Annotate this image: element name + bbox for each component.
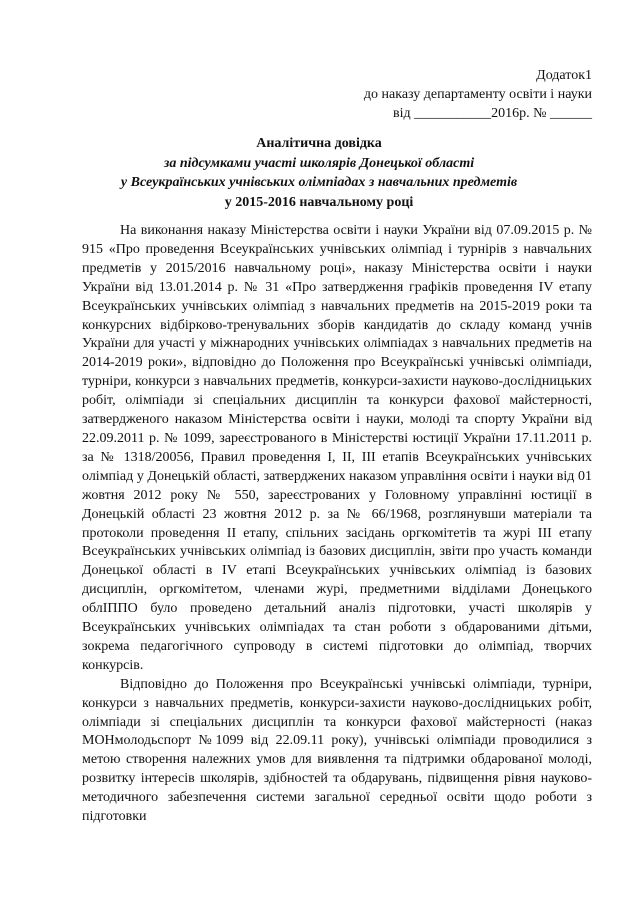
title-line-3: у Всеукраїнських учнівських олімпіадах з навчальних предметів: [120, 175, 518, 190]
title-line-4: у 2015-2016 навчальному році: [224, 194, 414, 210]
body-paragraph-1: На виконання наказу Міністерства освіти і науки України від 07.09.2015 р. № 915 «Про проведення Всеукраїнських учнівських олімпіад і турнірів з навчальних предметів у 2015/2016 навчальному році», наказу Міністерства освіти і науки України від 13.01.2014 р. № 31 «Про затвердження графіків проведення IV етапу Всеукраїнських учнівських олімпіад з навчальних предметів на 2015-2019 роки та конкурсних відбірково-тренувальних зборів кандидатів до складу команд учнів України для участі у міжнародних учнівських олімпіадах з навчальних предметів на 2014-2019 роки», відповідно до Положення про Всеукраїнські учнівські олімпіади, турніри, конкурси з навчальних предметів, конкурси-захисти науково-дослідницьких робіт, олімпіади зі спеціальних дисциплін та конкурси фахової майстерності, затвердженого наказом Міністерства освіти і науки, молоді та спорту України від 22.09.2011 р. № 1099, зареєстрованого в Міністерстві юстиції України 17.11.2011 р. за № 1318/20056, Правил проведення I, II, III етапів Всеукраїнських учнівських олімпіад у Донецькій області, затверджених наказом управління освіти і науки від 01 жовтня 2012 року № 550, зареєстрованих у Головному управлінні юстиції в Донецькій області 23 жовтня 2012 р. за № 66/1968, розглянувши матеріали та протоколи проведення II етапу, спільних засідань оргкомітетів та журі III етапу Всеукраїнських учнівських олімпіад із базових дисциплін, звіти про участь команди Донецької області в IV етапі Всеукраїнських учнівських олімпіад із базових дисциплін, оргкомітетом, членами журі, предметними відділами Донецького облІППО було проведено детальний аналіз підготовки, участі школярів у Всеукраїнських учнівських олімпіадах та стан роботи з обдарованими дітьми, зокрема педагогічного супроводу в системі підготовки до олімпіад, творчих конкурсів.: [82, 223, 592, 673]
title-line-1: Аналітична довідка: [256, 136, 382, 151]
order-reference: до наказу департаменту освіти і науки: [363, 87, 592, 102]
title-line-2: за підсумками участі школярів Донецької області: [163, 155, 475, 171]
document-body: [82, 222, 592, 827]
order-date-number: від ___________2016р. № ______: [393, 106, 592, 121]
body-paragraph-2: Відповідно до Положення про Всеукраїнські учнівські олімпіади, турніри, конкурси з навчальних предметів, конкурси-захисти науково-дослідницьких робіт, олімпіади зі спеціальних дисциплін та конкурси фахової майстерності (наказ МОНмолодьспорт №1099 від 22.09.11 року), учнівські олімпіади проводилися з метою створення належних умов для виявлення та підтримки обдарованої молоді, розвитку інтересів школярів, здібностей та обдарувань, підвищення рівня науково-методичного забезпечення системи загальної середньої освіти щодо роботи з підготовки: [82, 676, 592, 825]
appendix-label: Додаток1: [536, 68, 592, 83]
appendix-header: [364, 66, 592, 123]
document-title: [0, 134, 638, 212]
